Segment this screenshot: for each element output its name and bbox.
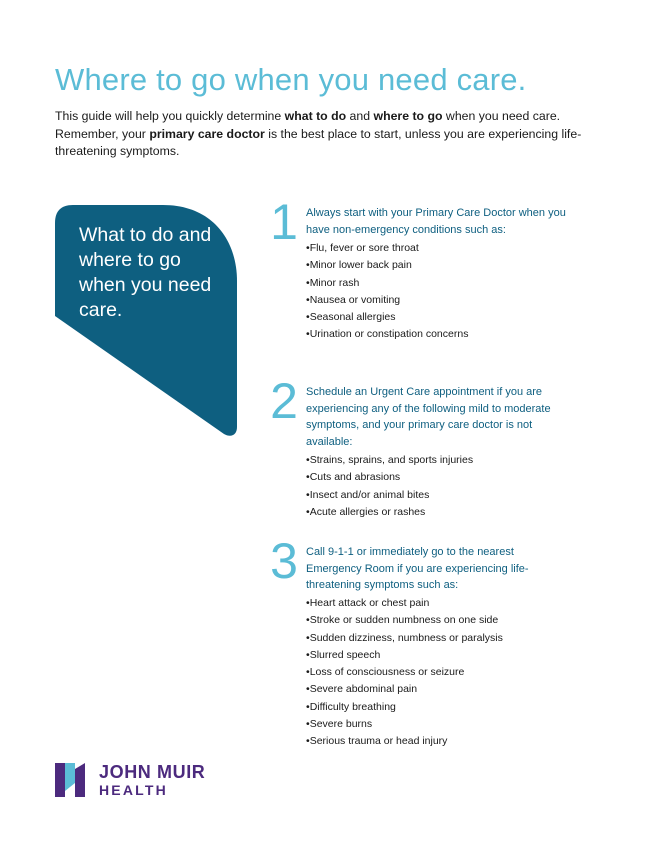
list-item: • Severe abdominal pain (306, 681, 503, 698)
list-item: • Loss of consciousness or seizure (306, 664, 503, 681)
intro-paragraph (55, 108, 615, 161)
list-item: • Severe burns (306, 716, 503, 733)
list-item: • Serious trauma or head injury (306, 733, 503, 750)
list-item: • Sudden dizziness, numbness or paralysis (306, 630, 503, 647)
step-list (306, 595, 503, 751)
logo-mark-icon (55, 763, 91, 799)
page-title: Where to go when you need care. (55, 62, 527, 97)
step-heading: Call 9-1-1 or immediately go to the nearest Emergency Room if you are experiencing life-threatening symptoms such as: (306, 546, 529, 591)
list-item: • Flu, fever or sore throat (306, 240, 468, 257)
list-item: • Strains, sprains, and sports injuries (306, 452, 473, 469)
list-item: • Minor lower back pain (306, 257, 468, 274)
intro-text: and (346, 109, 374, 123)
list-item: • Slurred speech (306, 647, 503, 664)
step-list (306, 452, 473, 521)
list-item: • Seasonal allergies (306, 309, 468, 326)
step-number: 2 (270, 373, 298, 429)
list-item: • Insect and/or animal bites (306, 487, 473, 504)
intro-emphasis: where to go (373, 109, 443, 123)
logo-line-2: HEALTH (99, 782, 168, 798)
intro-text: is the best place to start, unless you are experiencing life-threatening symptoms. (55, 126, 582, 158)
step-heading: Always start with your Primary Care Doctor when you have non-emergency conditions such as: (306, 207, 566, 236)
step-number: 1 (270, 194, 298, 250)
step-list (306, 240, 468, 344)
list-item: • Stroke or sudden numbness on one side (306, 612, 503, 629)
intro-emphasis: primary care doctor (149, 126, 265, 141)
callout-text: What to do and where to go when you need care. (79, 224, 212, 321)
logo-line-1: JOHN MUIR (99, 762, 206, 782)
list-item: • Urination or constipation concerns (306, 326, 468, 343)
intro-text: This guide will help you quickly determine (55, 109, 285, 123)
list-item: • Acute allergies or rashes (306, 504, 473, 521)
callout-box (55, 205, 240, 437)
list-item: • Cuts and abrasions (306, 469, 473, 486)
intro-emphasis: what to do (284, 109, 347, 123)
list-item: • Heart attack or chest pain (306, 595, 503, 612)
intro-text: when you need care. Remember, your (55, 109, 561, 141)
step-heading: Schedule an Urgent Care appointment if you are experiencing any of the following mild to moderate symptoms, and your primary care doctor is not available: (306, 386, 551, 448)
list-item: • Difficulty breathing (306, 699, 503, 716)
list-item: • Nausea or vomiting (306, 292, 468, 309)
logo-wordmark (99, 763, 239, 798)
step-number: 3 (270, 533, 298, 589)
list-item: • Minor rash (306, 275, 468, 292)
